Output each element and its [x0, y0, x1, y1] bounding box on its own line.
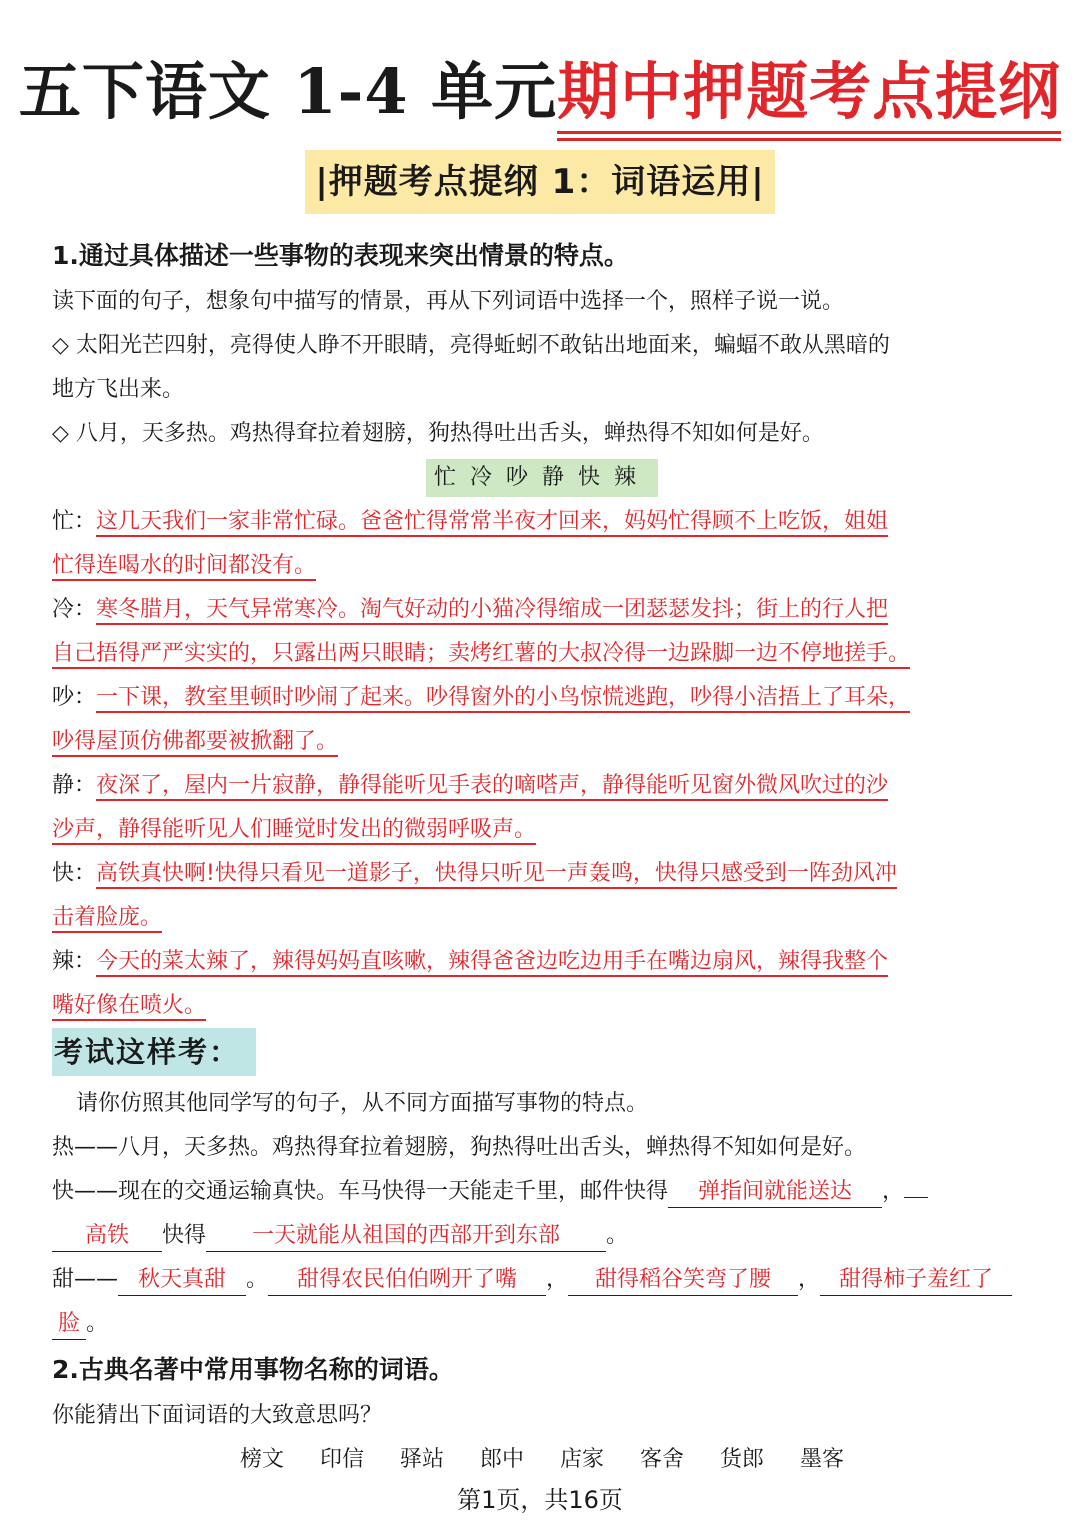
exam-instruction: 请你仿照其他同学写的句子，从不同方面描写事物的特点。 — [76, 1091, 649, 1116]
answer-label: 快： — [52, 861, 97, 886]
sweet-blank-1: 秋天真甜 — [118, 1265, 246, 1296]
example1-line2: 地方飞出来。 — [52, 377, 185, 402]
answer-block-chao — [52, 676, 1032, 764]
fast-mid: 快得 — [162, 1223, 207, 1248]
answer-block-la — [52, 940, 1032, 1028]
sweet-sep: ， — [798, 1267, 821, 1292]
section1-heading: 1.通过具体描述一些事物的表现来突出情景的特点。 — [52, 241, 629, 270]
answer-text: 嘴好像在喷火。 — [52, 993, 206, 1021]
sweet-prefix: 甜—— — [52, 1267, 119, 1292]
word-bank — [52, 456, 1032, 500]
term-item: 驿站 — [399, 1447, 444, 1472]
answer-text: 自己捂得严严实实的，只露出两只眼睛；卖烤红薯的大叔冷得一边跺脚一边不停地搓手。 — [52, 641, 910, 669]
answer-text: 夜深了，屋内一片寂静，静得能听见手表的嘀嗒声，静得能听见窗外微风吹过的沙 — [96, 773, 888, 801]
example2: ◇ 八月，天多热。鸡热得耷拉着翅膀，狗热得吐出舌头，蝉热得不知如何是好。 — [52, 421, 824, 446]
page-content — [52, 232, 1032, 1482]
term-item: 榜文 — [239, 1447, 284, 1472]
answer-text: 一下课，教室里顿时吵闹了起来。吵得窗外的小鸟惊慌逃跑，吵得小洁捂上了耳朵， — [96, 685, 910, 713]
section-subtitle: |押题考点提纲 1：词语运用| — [305, 150, 774, 214]
term-item: 墨客 — [800, 1447, 845, 1472]
answer-block-jing — [52, 764, 1032, 852]
page-title — [0, 52, 1080, 132]
sweet-blank-2: 甜得农民伯伯咧开了嘴 — [268, 1265, 546, 1296]
section2-heading: 2.古典名著中常用事物名称的词语。 — [52, 1355, 454, 1384]
answer-text: 今天的菜太辣了，辣得妈妈直咳嗽，辣得爸爸边吃边用手在嘴边扇风，辣得我整个 — [96, 949, 888, 977]
term-list — [52, 1438, 1032, 1482]
sweet-blank-4: 甜得柿子羞红了 — [820, 1265, 1012, 1296]
section2-question: 你能猜出下面词语的大致意思吗？ — [52, 1403, 383, 1428]
exam-tag: 考试这样考： — [52, 1028, 256, 1076]
answer-text: 沙声，静得能听见人们睡觉时发出的微弱呼吸声。 — [52, 817, 536, 845]
answer-block-leng — [52, 588, 1032, 676]
example1-line1: ◇ 太阳光芒四射，亮得使人睁不开眼睛，亮得蚯蚓不敢钻出地面来，蝙蝠不敢从黑暗的 — [52, 333, 890, 358]
answer-block-mang — [52, 500, 1032, 588]
section1-instruction: 读下面的句子，想象句中描写的情景，再从下列词语中选择一个，照样子说一说。 — [52, 289, 845, 314]
answer-text: 击着脸庞。 — [52, 905, 162, 933]
sweet-sep: ， — [546, 1267, 569, 1292]
term-item: 店家 — [560, 1447, 605, 1472]
term-item: 印信 — [319, 1447, 364, 1472]
fast-blank-1: 弹指间就能送达 — [668, 1177, 882, 1208]
fast-prefix: 快——现在的交通运输真快。车马快得一天能走千里，邮件快得 — [52, 1179, 669, 1204]
fast-comma: ， — [882, 1179, 905, 1204]
exam-hot-line: 热——八月，天多热。鸡热得耷拉着翅膀，狗热得吐出舌头，蝉热得不知如何是好。 — [52, 1135, 867, 1160]
answer-label: 辣： — [52, 949, 97, 974]
exam-fast-line1 — [52, 1170, 1032, 1214]
term-item: 客舍 — [640, 1447, 685, 1472]
fast-blank-2: 高铁 — [52, 1221, 162, 1252]
page-footer: 第1页，共16页 — [457, 1486, 623, 1514]
sweet-blank-3: 甜得稻谷笑弯了腰 — [568, 1265, 798, 1296]
exam-sweet-line1 — [52, 1258, 1032, 1302]
answer-text: 高铁真快啊!快得只看见一道影子，快得只听见一声轰鸣，快得只感受到一阵劲风冲 — [96, 861, 897, 889]
word-bank-words: 忙冷吵静快辣 — [426, 459, 658, 497]
answer-label: 静： — [52, 773, 97, 798]
fast-end: 。 — [606, 1223, 629, 1248]
answer-label: 冷： — [52, 597, 97, 622]
term-item: 郎中 — [479, 1447, 524, 1472]
answer-text: 寒冬腊月，天气异常寒冷。淘气好动的小猫冷得缩成一团瑟瑟发抖；街上的行人把 — [96, 597, 888, 625]
term-item: 货郎 — [720, 1447, 765, 1472]
answer-block-kuai — [52, 852, 1032, 940]
fast-blank-3: 一天就能从祖国的西部开到东部 — [206, 1221, 606, 1252]
exam-sweet-line2 — [52, 1302, 1032, 1346]
sweet-sep: 。 — [246, 1267, 269, 1292]
answer-text: 忙得连喝水的时间都没有。 — [52, 553, 316, 581]
answer-text: 这几天我们一家非常忙碌。爸爸忙得常常半夜才回来，妈妈忙得顾不上吃饭，姐姐 — [96, 509, 888, 537]
title-black: 五下语文 1-4 单元 — [18, 55, 558, 128]
answer-text: 吵得屋顶仿佛都要被掀翻了。 — [52, 729, 338, 757]
title-red: 期中押题考点提纲 — [557, 52, 1061, 132]
answer-label: 吵： — [52, 685, 97, 710]
sweet-end: 。 — [86, 1311, 109, 1336]
fast-blank-tail — [904, 1197, 928, 1198]
answer-label: 忙： — [52, 509, 97, 534]
sweet-blank-4-cont: 脸 — [52, 1309, 86, 1340]
exam-fast-line2 — [52, 1214, 1032, 1258]
